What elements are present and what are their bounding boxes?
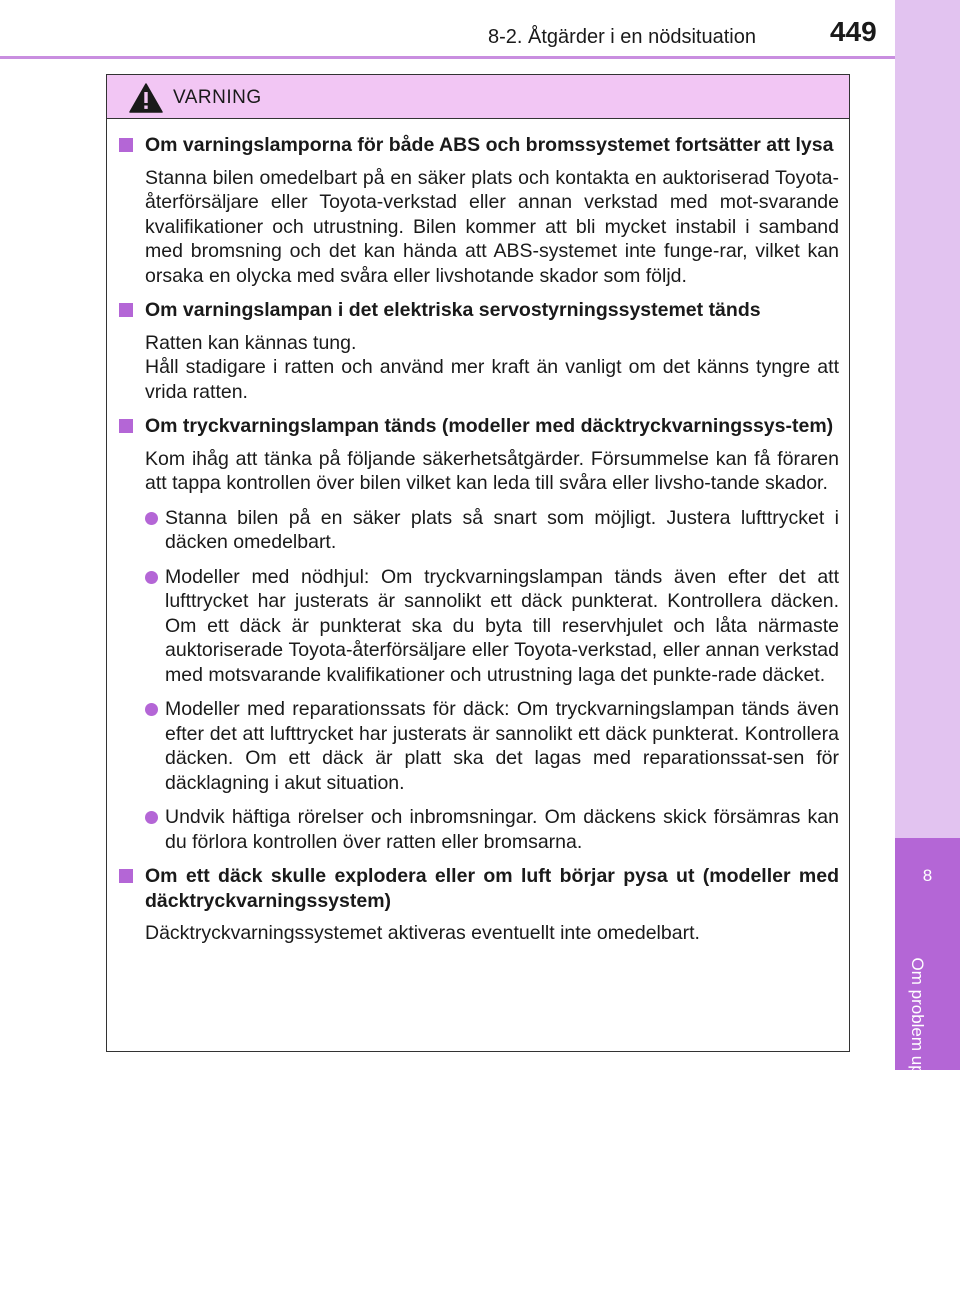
chapter-number: 8 bbox=[922, 866, 933, 885]
bullet-item bbox=[119, 565, 839, 688]
warning-item-heading bbox=[119, 133, 839, 158]
warning-item bbox=[119, 133, 839, 288]
paragraph: Stanna bilen omedelbart på en säker plats och kontakta en auktoriserad Toyota-återförsäljare eller Toyota-verkstad eller annan verkstad med mot-svarande kvalifikationer och utrustning. Bilen kommer att bli mycket instabil i samband med bromsning och det kan hända att ABS-systemet inte funge-rar, vilket kan orsaka en olycka med svåra eller livshotande skador som följd. bbox=[145, 166, 839, 287]
page-number: 449 bbox=[830, 16, 877, 47]
heading-text: Om varningslamporna för både ABS och bromssystemet fortsätter att lysa bbox=[145, 134, 834, 156]
round-bullet-icon bbox=[145, 703, 158, 716]
square-bullet-icon bbox=[119, 138, 133, 152]
bullet-text: Stanna bilen på en säker plats så snart som möjligt. Justera lufttrycket i däcken omedelbart. bbox=[165, 506, 839, 553]
bullet-text: Modeller med nödhjul: Om tryckvarningslampan tänds även efter det att lufttrycket har justerats är sannolikt ett däck punkterat. Kontrollera däcken. Om ett däck är punkterat ska du byta till reservhjulet och låta närmaste auktoriserade Toyota-återförsäljare eller Toyota-verkstad, eller annan verkstad med motsvarande kvalifikationer och utrustning laga det punkte-rade däcket. bbox=[165, 565, 839, 686]
heading-text: Om ett däck skulle explodera eller om luft börjar pysa ut (modeller med däcktryckvarningssystem) bbox=[145, 865, 839, 912]
square-bullet-icon bbox=[119, 419, 133, 433]
bullet-item bbox=[119, 697, 839, 795]
bullet-list bbox=[119, 506, 839, 855]
warning-item-heading bbox=[119, 864, 839, 913]
round-bullet-icon bbox=[145, 512, 158, 525]
side-strip-upper bbox=[895, 0, 960, 838]
warning-item bbox=[119, 298, 839, 404]
paragraph: Ratten kan kännas tung. bbox=[145, 331, 357, 354]
bullet-text: Undvik häftiga rörelser och inbromsningar. Om däckens skick försämras kan du förlora kontrollen över ratten eller bromsarna. bbox=[165, 806, 839, 853]
chapter-title: Om problem uppstår bbox=[908, 957, 927, 1113]
bullet-text: Modeller med reparationssats för däck: Om tryckvarningslampan tänds även efter det att lufttrycket har justerats är sannolikt ett däck punkterat. Kontrollera däcken. Om ett däck är platt ska det lagas med reparationssat-sen för däcklagning i akut situation. bbox=[165, 698, 839, 794]
warning-triangle-icon bbox=[129, 83, 163, 113]
paragraph: Däcktryckvarningssystemet aktiveras eventuellt inte omedelbart. bbox=[145, 922, 700, 944]
warning-item bbox=[119, 864, 839, 946]
section-title: 8-2. Åtgärder i en nödsituation bbox=[488, 26, 756, 48]
warning-item-heading bbox=[119, 414, 839, 439]
square-bullet-icon bbox=[119, 869, 133, 883]
header-rule bbox=[0, 56, 895, 59]
heading-text: Om tryckvarningslampan tänds (modeller med däcktryckvarningssys-tem) bbox=[145, 415, 834, 437]
warning-item bbox=[119, 414, 839, 854]
warning-content bbox=[107, 119, 849, 956]
square-bullet-icon bbox=[119, 303, 133, 317]
warning-box bbox=[106, 74, 850, 1052]
bullet-item bbox=[119, 506, 839, 555]
round-bullet-icon bbox=[145, 811, 158, 824]
heading-text: Om varningslampan i det elektriska servostyrningssystemet tänds bbox=[145, 299, 761, 321]
warning-label: VARNING bbox=[173, 87, 262, 108]
bullet-item bbox=[119, 805, 839, 854]
paragraph: Kom ihåg att tänka på följande säkerhetsåtgärder. Försummelse kan få föraren att tappa kontrollen över bilen vilket kan leda till svåra eller livsho-tande skador. bbox=[145, 447, 839, 494]
warning-header bbox=[107, 75, 849, 119]
paragraph: Håll stadigare i ratten och använd mer kraft än vanligt om det känns tyngre att vrida ratten. bbox=[145, 356, 839, 403]
warning-item-heading bbox=[119, 298, 839, 323]
round-bullet-icon bbox=[145, 571, 158, 584]
